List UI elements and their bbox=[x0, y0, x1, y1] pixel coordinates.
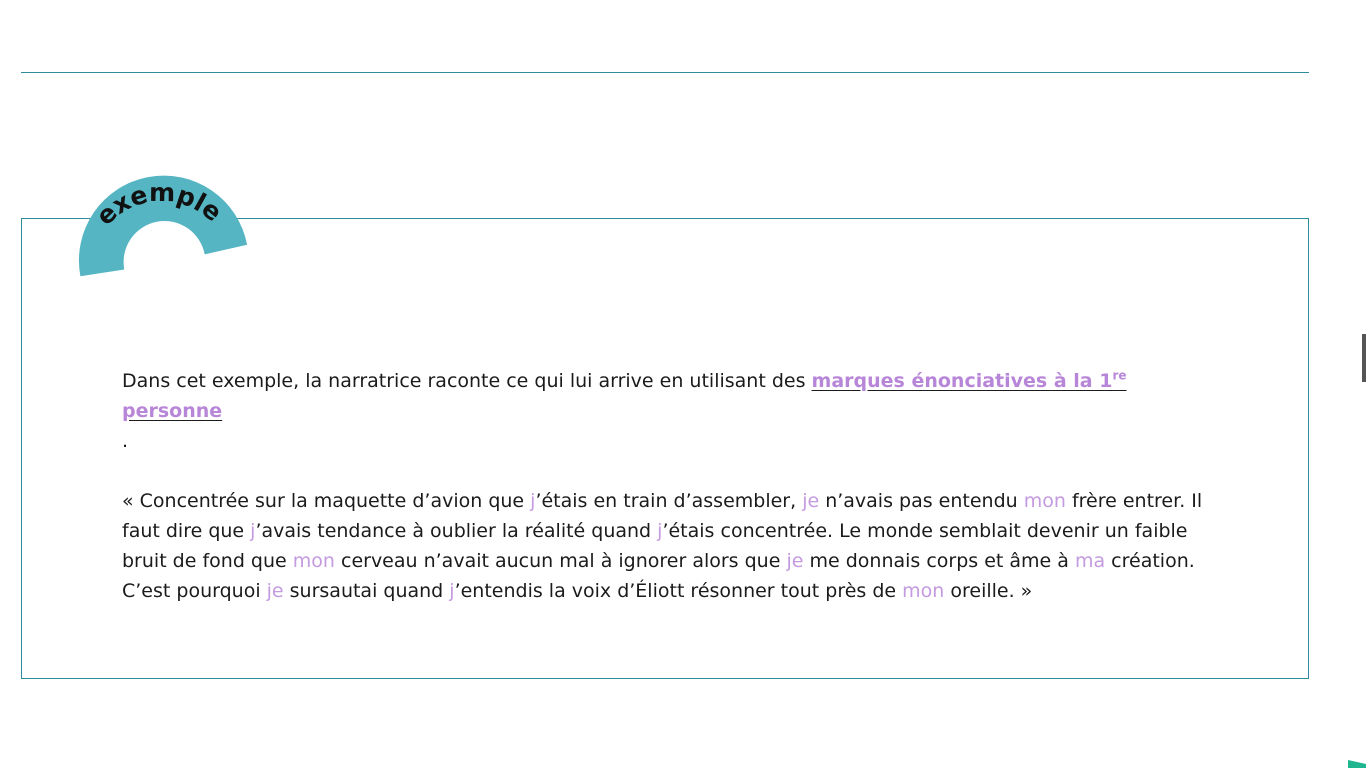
first-person-marker: mon bbox=[902, 580, 945, 602]
quote-paragraph bbox=[122, 486, 1212, 606]
first-person-marker: je bbox=[786, 550, 804, 572]
section-divider bbox=[21, 72, 1309, 73]
scrollbar-thumb[interactable] bbox=[1362, 334, 1366, 382]
quote-segment: ’étais en train d’assembler, bbox=[535, 490, 803, 512]
first-person-marker: j bbox=[530, 490, 536, 512]
badge-label: exemple bbox=[90, 177, 228, 231]
quote-segment: sursautai quand bbox=[283, 580, 450, 602]
first-person-marker: j bbox=[250, 520, 256, 542]
intro-period: . bbox=[122, 430, 129, 452]
example-content bbox=[122, 366, 1212, 606]
first-person-markers-link[interactable]: marques énonciatives à la 1re personne bbox=[122, 368, 1127, 422]
first-person-marker: mon bbox=[292, 550, 335, 572]
intro-text: Dans cet exemple, la narratrice raconte ce qui lui arrive en utilisant des bbox=[122, 370, 812, 392]
first-person-marker: mon bbox=[1023, 490, 1066, 512]
first-person-marker: j bbox=[657, 520, 663, 542]
quote-segment: n’avais pas entendu bbox=[819, 490, 1024, 512]
quote-segment: me donnais corps et âme à bbox=[803, 550, 1075, 572]
first-person-marker: je bbox=[802, 490, 820, 512]
quote-text bbox=[122, 486, 1212, 606]
quote-segment: ’étais concentrée. Le monde semblait devenir un faible bruit de fond que bbox=[122, 520, 1188, 572]
first-person-marker: je bbox=[266, 580, 284, 602]
corner-arrow-icon bbox=[1348, 760, 1366, 768]
quote-segment: création. C’est pourquoi bbox=[122, 550, 1195, 602]
quote-segment: « Concentrée sur la maquette d’avion que bbox=[122, 490, 531, 512]
quote-segment: frère entrer. Il faut dire que bbox=[122, 490, 1203, 542]
quote-segment: cerveau n’avait aucun mal à ignorer alors que bbox=[334, 550, 787, 572]
first-person-marker: j bbox=[449, 580, 455, 602]
quote-segment: oreille. » bbox=[944, 580, 1033, 602]
first-person-marker: ma bbox=[1074, 550, 1106, 572]
intro-paragraph bbox=[122, 366, 1212, 456]
quote-segment: ’entendis la voix d’Éliott résonner tout près de bbox=[454, 580, 903, 602]
example-badge bbox=[78, 172, 250, 280]
quote-segment: ’avais tendance à oublier la réalité quand bbox=[255, 520, 658, 542]
